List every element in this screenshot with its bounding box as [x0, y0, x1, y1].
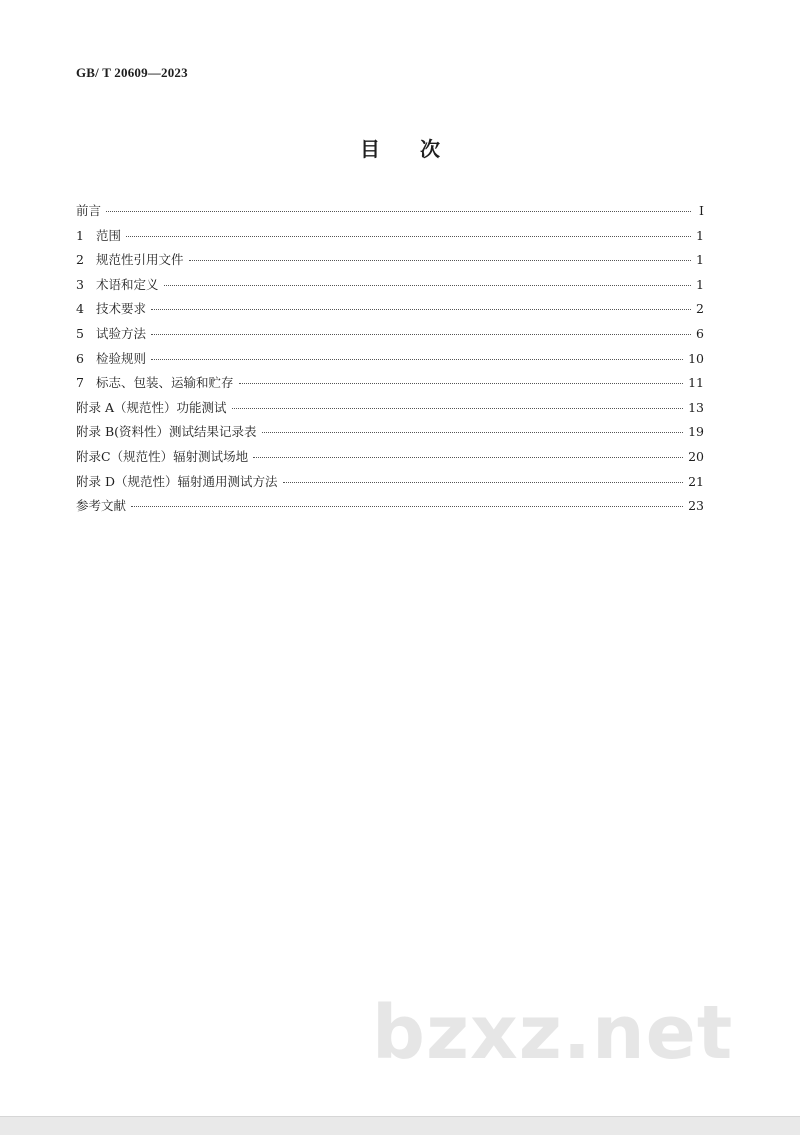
toc-entry[interactable] — [76, 250, 704, 275]
toc-entry[interactable] — [76, 226, 704, 251]
toc-dot-leader — [126, 236, 691, 237]
toc-entry-text: 范围 — [96, 227, 122, 243]
toc-entry-page-number: 10 — [688, 350, 704, 366]
toc-entry-text: 参考文献 — [76, 498, 127, 514]
toc-entry[interactable] — [76, 422, 704, 447]
toc-dot-leader — [262, 432, 684, 433]
toc-entry[interactable] — [76, 398, 704, 423]
toc-dot-leader — [106, 211, 691, 212]
toc-entry[interactable] — [76, 447, 704, 472]
toc-entry-text: 术语和定义 — [96, 276, 159, 292]
toc-entry-label — [76, 226, 121, 244]
toc-dot-leader — [151, 359, 683, 360]
watermark: bzxz.net — [372, 990, 734, 1076]
toc-entry-label — [76, 324, 146, 342]
toc-entry-page-number: 21 — [688, 473, 704, 489]
toc-entry-text: 附录 D（规范性）辐射通用测试方法 — [76, 473, 278, 489]
toc-entry-label — [76, 447, 248, 465]
toc-entry-number: 7 — [76, 375, 84, 391]
toc-dot-leader — [164, 285, 691, 286]
toc-entry-text: 检验规则 — [96, 350, 147, 366]
toc-entry[interactable] — [76, 299, 704, 324]
toc-entry-text: 附录 A（规范性）功能测试 — [76, 399, 227, 415]
toc-entry-text: 技术要求 — [96, 301, 147, 317]
toc-entry[interactable] — [76, 349, 704, 374]
toc-dot-leader — [131, 506, 683, 507]
toc-entry-page-number: 19 — [688, 424, 704, 440]
toc-entry-label — [76, 398, 227, 416]
toc-entry-page-number: 1 — [696, 227, 704, 243]
toc-entry-label — [76, 250, 184, 268]
toc-dot-leader — [151, 334, 691, 335]
toc-entry[interactable] — [76, 472, 704, 497]
toc-dot-leader — [232, 408, 684, 409]
toc-entry-label — [76, 201, 101, 219]
toc-entry-label — [76, 422, 257, 440]
toc-dot-leader — [253, 457, 683, 458]
toc-entry-label — [76, 496, 126, 514]
toc-entry-text: 附录 B(资料性）测试结果记录表 — [76, 424, 257, 440]
document-code: GB/ T 20609—2023 — [76, 65, 188, 80]
toc-dot-leader — [283, 482, 684, 483]
toc-entry-number: 4 — [76, 301, 84, 317]
toc-title-char-1: 目 — [360, 137, 380, 161]
toc-entry-page-number: 6 — [696, 325, 704, 341]
toc-entry-number: 6 — [76, 350, 84, 366]
toc-entry-text: 试验方法 — [96, 325, 147, 341]
toc-entry[interactable] — [76, 373, 704, 398]
toc-entry-page-number: 2 — [696, 301, 704, 317]
toc-entry-number: 3 — [76, 276, 84, 292]
viewer-bottom-strip — [0, 1116, 800, 1135]
toc-entry-number: 5 — [76, 325, 84, 341]
toc-entry-label — [76, 472, 278, 490]
toc-entry-label — [76, 349, 146, 367]
toc-entry[interactable] — [76, 275, 704, 300]
toc-entry-label — [76, 299, 146, 317]
toc-dot-leader — [151, 309, 691, 310]
toc-entry-number: 2 — [76, 252, 84, 268]
toc-entry-page-number: 13 — [688, 399, 704, 415]
toc-entry-text: 标志、包装、运输和贮存 — [96, 375, 234, 391]
toc-title — [0, 133, 800, 162]
toc-entry-text: 前言 — [76, 203, 102, 218]
toc-entry-text: 规范性引用文件 — [96, 252, 184, 268]
toc-dot-leader — [189, 260, 691, 261]
toc-entry-page-number: 1 — [696, 252, 704, 268]
toc-entry[interactable] — [76, 201, 704, 226]
toc-list — [76, 201, 704, 521]
toc-dot-leader — [239, 383, 684, 384]
toc-entry-label — [76, 275, 159, 293]
toc-entry-page-number: 20 — [688, 448, 704, 464]
toc-title-char-2: 次 — [420, 137, 440, 161]
toc-entry-page-number: 11 — [688, 375, 704, 391]
toc-entry-number: 1 — [76, 227, 84, 243]
toc-entry-page-number: I — [699, 203, 704, 218]
toc-entry[interactable] — [76, 324, 704, 349]
toc-entry-text: 附录C（规范性）辐射测试场地 — [76, 448, 249, 464]
toc-entry-label — [76, 373, 234, 391]
toc-entry[interactable] — [76, 496, 704, 521]
toc-entry-page-number: 23 — [688, 498, 704, 514]
toc-entry-page-number: 1 — [696, 276, 704, 292]
